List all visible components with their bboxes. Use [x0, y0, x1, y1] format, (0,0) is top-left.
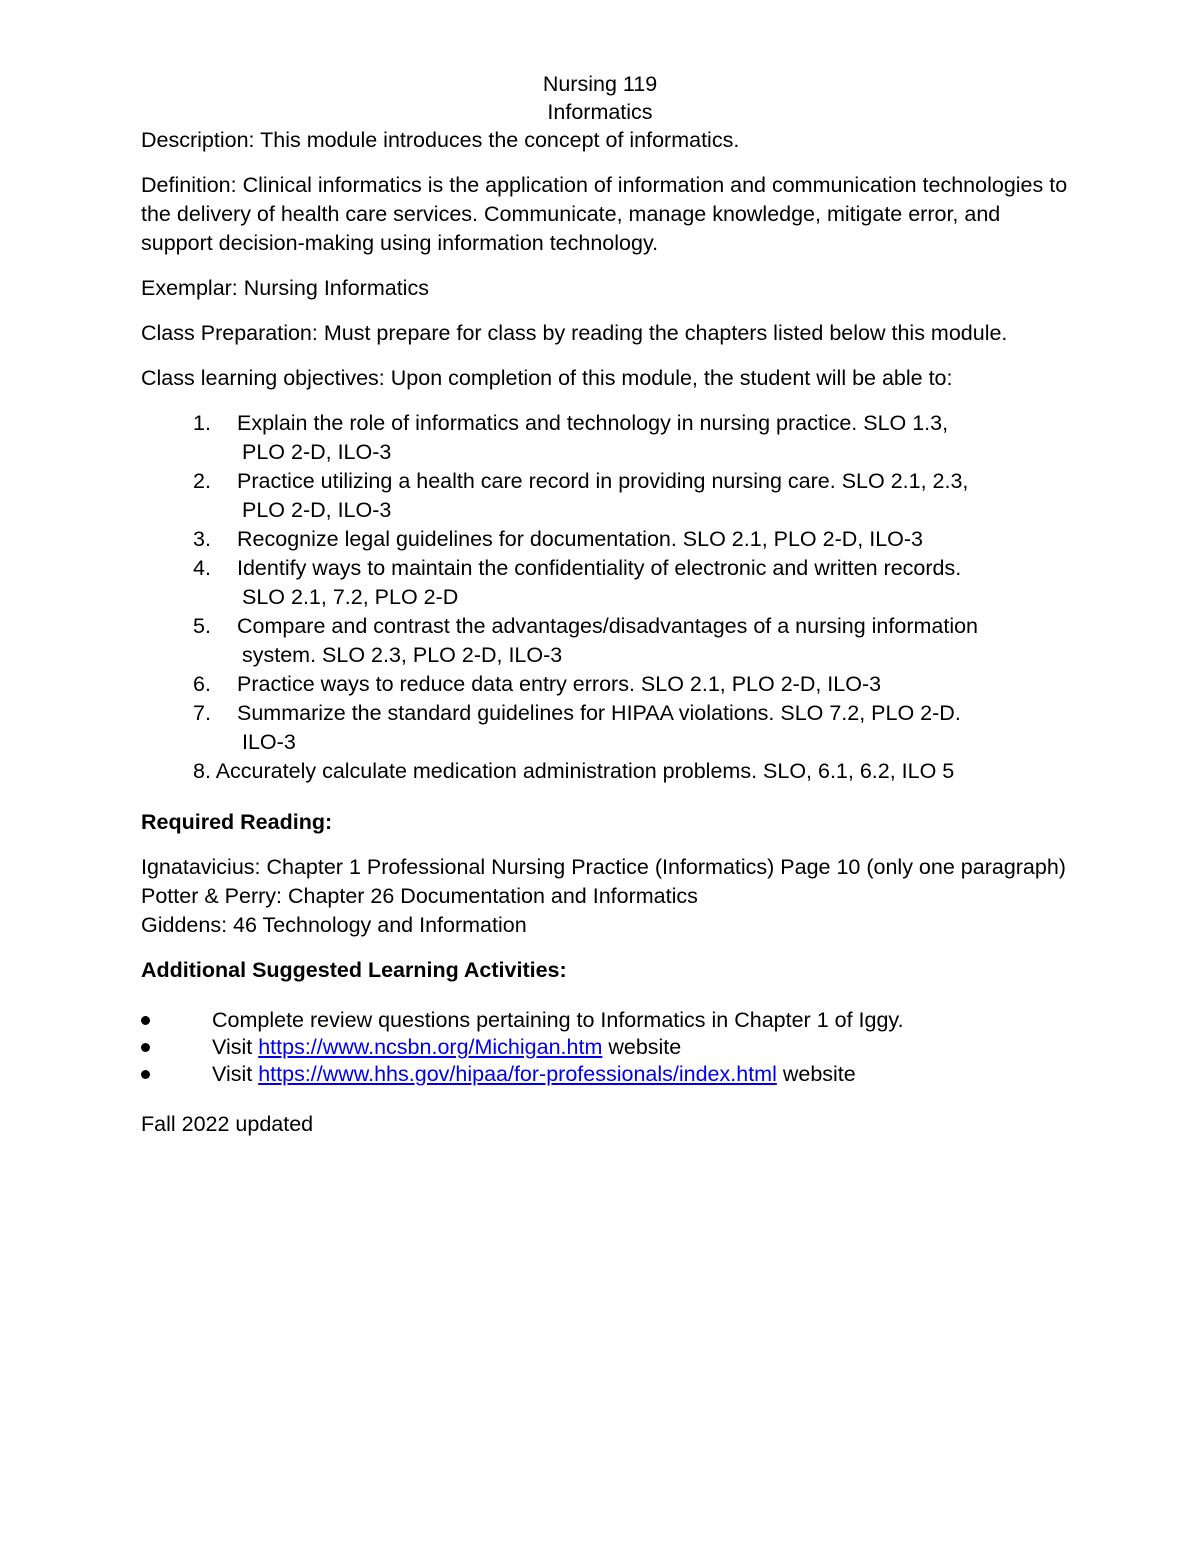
hhs-hipaa-link[interactable]: https://www.hhs.gov/hipaa/for-professionals/index.html — [258, 1062, 777, 1086]
objectives-list — [141, 409, 1071, 786]
list-item — [141, 1007, 1071, 1034]
list-item-number: 6. — [193, 672, 211, 696]
reading-item: Potter & Perry: Chapter 26 Documentation and Informatics — [141, 884, 698, 908]
list-item-text: Identify ways to maintain the confidentiality of electronic and written records. — [237, 556, 962, 580]
list-item-number: 7. — [193, 701, 211, 725]
list-item — [141, 525, 1071, 554]
list-item — [141, 757, 1071, 786]
course-title: Nursing 119 — [542, 72, 658, 96]
bullet-icon — [141, 1016, 150, 1025]
list-item — [141, 554, 1071, 612]
required-reading-heading: Required Reading: — [141, 810, 333, 834]
list-item — [141, 409, 1071, 467]
list-item-text-cont: system. SLO 2.3, PLO 2-D, ILO-3 — [242, 643, 563, 667]
list-item-text: 8. Accurately calculate medication administration problems. SLO, 6.1, 6.2, ILO 5 — [193, 759, 955, 783]
list-item-text-cont: PLO 2-D, ILO-3 — [242, 498, 392, 522]
module-title: Informatics — [547, 100, 653, 124]
reading-item: Ignatavicius: Chapter 1 Professional Nursing Practice (Informatics) Page 10 (only one paragraph) — [141, 855, 1066, 879]
reading-item: Giddens: 46 Technology and Information — [141, 913, 527, 937]
bullet-icon — [141, 1070, 150, 1079]
ncsbn-link[interactable]: https://www.ncsbn.org/Michigan.htm — [258, 1035, 603, 1059]
description-paragraph: Description: This module introduces the concept of informatics. — [141, 128, 740, 152]
list-item-text: Practice ways to reduce data entry errors. SLO 2.1, PLO 2-D, ILO-3 — [237, 672, 882, 696]
list-item-number: 2. — [193, 469, 211, 493]
definition-paragraph: Definition: Clinical informatics is the application of information and communication technologies to the delivery of health care services. Communicate, manage knowledge, mitigate error, and support decision-making using information technology. — [141, 173, 1068, 255]
activity-prefix: Visit — [212, 1062, 259, 1086]
list-item-text: Recognize legal guidelines for documentation. SLO 2.1, PLO 2-D, ILO-3 — [237, 527, 923, 551]
list-item-text: Summarize the standard guidelines for HIPAA violations. SLO 7.2, PLO 2-D. — [237, 701, 961, 725]
list-item — [141, 612, 1071, 670]
activity-text: Complete review questions pertaining to Informatics in Chapter 1 of Iggy. — [212, 1008, 904, 1032]
list-item — [141, 1061, 1071, 1088]
list-item-text: Compare and contrast the advantages/disadvantages of a nursing information — [237, 614, 979, 638]
additional-activities-heading: Additional Suggested Learning Activities: — [141, 958, 567, 982]
list-item-text-cont: ILO-3 — [242, 730, 296, 754]
activity-suffix: website — [776, 1062, 856, 1086]
objectives-intro: Class learning objectives: Upon completion of this module, the student will be able to: — [141, 366, 953, 390]
activities-list — [141, 1007, 1071, 1088]
list-item — [141, 699, 1071, 757]
list-item-text-cont: SLO 2.1, 7.2, PLO 2-D — [242, 585, 459, 609]
list-item — [141, 467, 1071, 525]
list-item — [141, 670, 1071, 699]
footer-note: Fall 2022 updated — [141, 1112, 314, 1136]
bullet-icon — [141, 1043, 150, 1052]
exemplar-paragraph: Exemplar: Nursing Informatics — [141, 276, 429, 300]
list-item-text: Explain the role of informatics and technology in nursing practice. SLO 1.3, — [237, 411, 949, 435]
activity-prefix: Visit — [212, 1035, 259, 1059]
list-item-number: 4. — [193, 556, 211, 580]
document-page — [141, 70, 1071, 1139]
list-item-text: Practice utilizing a health care record in providing nursing care. SLO 2.1, 2.3, — [237, 469, 969, 493]
list-item-number: 3. — [193, 527, 211, 551]
list-item — [141, 1034, 1071, 1061]
class-preparation-paragraph: Class Preparation: Must prepare for class by reading the chapters listed below this module. — [141, 321, 1008, 345]
list-item-number: 1. — [193, 411, 211, 435]
list-item-text-cont: PLO 2-D, ILO-3 — [242, 440, 392, 464]
list-item-number: 5. — [193, 614, 211, 638]
activity-suffix: website — [602, 1035, 682, 1059]
